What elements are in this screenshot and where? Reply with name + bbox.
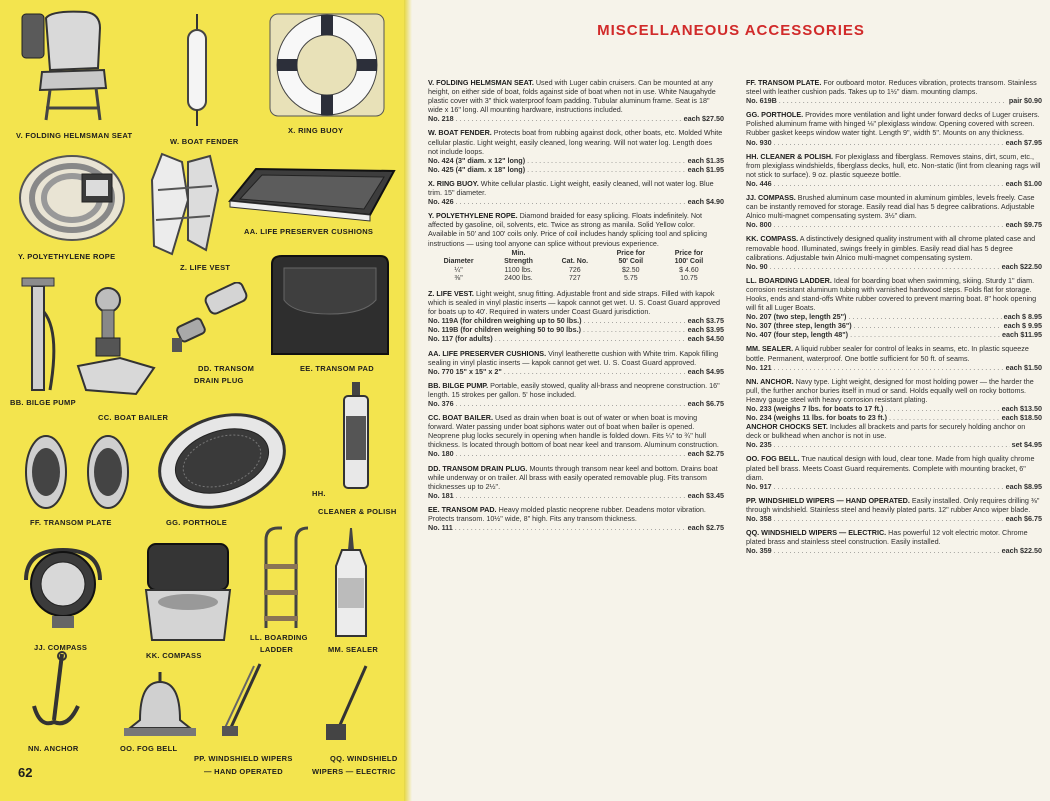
catalog-number: No. 119B (for children weighing 50 to 90 lbs.) — [428, 325, 581, 335]
label-polyethylene-rope: Y. POLYETHYLENE ROPE — [18, 252, 116, 261]
price: set $4.95 — [1011, 440, 1042, 450]
entry-heading: ANCHOR CHOCKS SET. — [746, 422, 828, 432]
price: each $18.50 — [1001, 413, 1042, 423]
price-line — [428, 325, 724, 334]
price: each $6.75 — [687, 399, 724, 408]
label-sealer: MM. SEALER — [328, 645, 379, 654]
entry-bilge-pump — [428, 381, 724, 408]
catalog-number: No. 90 — [746, 261, 768, 271]
label-bilge-pump: BB. BILGE PUMP — [10, 398, 76, 407]
price: each $1.95 — [687, 164, 724, 174]
price-line — [746, 138, 1042, 147]
entry-description: For plexiglass and fiberglass. Removes stains, dirt, scum, etc., from plexiglass windshields, fiberglass decks, hull, etc. Non-static (lint from cleaning rags will not stick to surface). 9 oz. plastic squeeze bottle. — [746, 151, 1041, 179]
price-line — [428, 156, 724, 165]
entry-transom-pad — [428, 505, 724, 532]
life-vest-illustration — [148, 150, 220, 258]
cushion-illustration — [226, 165, 396, 223]
entry-life-vest — [428, 289, 724, 344]
price-line — [746, 330, 1042, 339]
catalog-number: No. 180 — [428, 449, 454, 459]
entry-heading: Z. LIFE VEST. — [428, 288, 474, 298]
price: each $1.35 — [687, 155, 724, 165]
entry-heading: QQ. WINDSHIELD WIPERS — ELECTRIC. — [746, 528, 887, 538]
label-fog-bell: OO. FOG BELL — [120, 744, 178, 753]
catalog-number: No. 770 15" x 15" x 2" — [428, 366, 502, 376]
entry-description: Diamond braided for easy splicing. Floats indefinitely. Not affected by gasoline, oil, solvents, etc. Twice as strong as manila. Solid Yellow color. Available in 50' and 100' coils only. Price of coil includes handy splicing tool and splicing instructions — using tool anyone can splice without previous experience. — [428, 211, 707, 248]
entry-sealer — [746, 344, 1042, 371]
price-line — [746, 413, 1042, 422]
entry-compass-kk — [746, 234, 1042, 270]
boat-bailer-illustration — [76, 282, 156, 398]
price: each $4.90 — [687, 197, 724, 207]
label-life-vest: Z. LIFE VEST — [180, 263, 231, 272]
price: each $3.95 — [687, 325, 724, 335]
entry-porthole — [746, 110, 1042, 146]
entry-compass-jj — [746, 193, 1042, 229]
catalog-number: No. 359 — [746, 546, 772, 556]
price: each $27.50 — [683, 114, 724, 124]
entry-anchor — [746, 377, 1042, 450]
price: each $1.00 — [1005, 178, 1042, 188]
price-line — [746, 482, 1042, 491]
table-cell: 1100 lbs. — [504, 266, 533, 274]
catalog-number: No. 307 (three step, length 36") — [746, 321, 852, 331]
price: each $4.95 — [687, 366, 724, 376]
price: each $2.75 — [687, 449, 724, 459]
entry-boarding-ladder — [746, 276, 1042, 340]
table-header — [428, 250, 489, 259]
table-cell: 727 — [569, 275, 581, 283]
entry-heading: AA. LIFE PRESERVER CUSHIONS. — [428, 348, 547, 358]
catalog-number: No. 407 (four step, length 48") — [746, 330, 849, 340]
entry-description: A distinctively designed quality instrument with all chrome plated case and removable hood. Illuminated, swings freely in gimbles. Easily read dial has 5 degree calibrations. Adjustable twin Alnico multi-magnet compensating system. — [746, 234, 1036, 262]
entry-helmsman-seat — [428, 78, 724, 123]
label-cleaner-1: HH. — [312, 489, 326, 498]
price: each $4.50 — [687, 334, 724, 344]
table-header-row — [428, 258, 718, 267]
table-cell: 2400 lbs. — [504, 275, 533, 283]
price: each $9.75 — [1005, 220, 1042, 230]
table-cell: $2.50 — [622, 266, 640, 274]
label-compass-kk: KK. COMPASS — [146, 651, 202, 660]
entry-heading: Y. POLYETHYLENE ROPE. — [428, 211, 518, 221]
electric-wiper-illustration — [322, 662, 376, 746]
catalog-number: No. 358 — [746, 514, 772, 524]
catalog-number: No. 111 — [428, 523, 453, 533]
entry-polyethylene-rope — [428, 211, 724, 284]
price-line — [428, 449, 724, 458]
price: each $3.45 — [687, 490, 724, 500]
label-hand-wipers-2: — HAND OPERATED — [204, 767, 283, 776]
entry-life-preserver-cushions — [428, 349, 724, 376]
entry-heading: W. BOAT FENDER. — [428, 128, 492, 138]
table-header: Strength — [504, 258, 533, 266]
table-header: 50' Coil — [618, 258, 644, 266]
price-line — [746, 440, 1042, 449]
price: each $8.95 — [1005, 481, 1042, 491]
entry-fog-bell — [746, 454, 1042, 490]
table-header: Diameter — [443, 258, 474, 266]
table-header-row — [428, 250, 718, 259]
entry-description: For outboard motor. Reduces vibration, protects transom. Stainless steel with leather cushion pads. Takes up to 1½" diam. mounting clamps. — [746, 78, 1037, 97]
label-transom-plate: FF. TRANSOM PLATE — [30, 518, 112, 527]
price-line — [428, 523, 724, 532]
label-boat-fender: W. BOAT FENDER — [170, 137, 239, 146]
rope-coil-illustration — [16, 150, 128, 246]
catalog-number: No. 917 — [746, 481, 772, 491]
table-header — [548, 250, 602, 259]
table-header: Min. — [511, 249, 526, 257]
rope-spec-table — [428, 250, 718, 284]
compass-hood-illustration — [140, 540, 236, 646]
table-cell: ¼" — [454, 266, 463, 274]
entry-heading: DD. TRANSOM DRAIN PLUG. — [428, 463, 528, 473]
boat-fender-illustration — [182, 14, 212, 129]
table-row — [428, 275, 718, 284]
catalog-number: No. 121 — [746, 362, 772, 372]
entry-description: Protects boat from rubbing against dock, other boats, etc. Molded White cellular plastic. Light weight, easily cleaned, long wearing. Will not water log. Length does not include loops. — [428, 128, 723, 156]
transom-plate-illustration — [22, 432, 134, 512]
price-line — [428, 197, 724, 206]
table-header: Price for — [616, 249, 645, 257]
entry-description: Brushed aluminum case mounted in aluminum gimbles, levels freely. Case can be instantly removed for storage. Easily read dial has 5 degree calibrations. Adjustable Alnico multi-magnet compensating system. 3½" diam. — [746, 193, 1035, 221]
hand-wiper-illustration — [218, 660, 270, 740]
entry-description: Includes all brackets and parts for securely holding anchor on deck or bulkhead when anchor is not in use. — [746, 422, 1026, 441]
label-ladder-2: LADDER — [260, 645, 294, 654]
helmsman-seat-illustration — [16, 8, 116, 128]
entry-heading: KK. COMPASS. — [746, 234, 799, 244]
text-column-left — [428, 78, 724, 537]
entry-ring-buoy — [428, 179, 724, 206]
entry-heading: OO. FOG BELL. — [746, 454, 800, 464]
table-header: Price for — [674, 249, 704, 257]
catalog-number: No. 119A (for children weighing up to 50 lbs.) — [428, 316, 582, 326]
entry-description: Used with Luger cabin cruisers. Can be mounted at any height, on either side of boat, folds against side of boat when not in use. White Naugahyde plastic cover with 3" thick waterproof foam padding. Tubular aluminum frame. Seat is 18" wide x 16" long. All mounting hardware, instructions included. — [428, 78, 716, 115]
entry-heading: V. FOLDING HELMSMAN SEAT. — [428, 78, 534, 87]
label-ladder-1: LL. BOARDING — [250, 633, 308, 642]
page-number: 62 — [18, 765, 33, 780]
label-porthole: GG. PORTHOLE — [166, 518, 228, 527]
catalog-text-page — [412, 0, 1050, 801]
price-line — [746, 321, 1042, 330]
entry-heading: NN. ANCHOR. — [746, 376, 794, 386]
entry-description: Provides more ventilation and light under forward decks of Luger cruisers. Polished aluminum frame with hinged ⅛" plexiglass window. Opening covered with screen. Rubber gasket keeps window water tight. Length 9", width 5". Mounts on any thickness. — [746, 110, 1040, 138]
price-line — [746, 179, 1042, 188]
catalog-number: No. 207 (two step, length 25") — [746, 312, 847, 322]
catalog-illustration-page — [0, 0, 408, 801]
entry-hand-wipers — [746, 496, 1042, 523]
table-cell: $ 4.60 — [679, 266, 699, 274]
entry-description: Light weight, snug fitting. Adjustable front and side straps. Filled with kapok which is sealed in vinyl plastic inserts — kapok cannot get wet. U. S. Coast Guard approved for boats up to 40'. Required in waters under Coast Guard jurisdiction. — [428, 288, 721, 317]
price-line — [428, 334, 724, 343]
label-hand-wipers-1: PP. WINDSHIELD WIPERS — [194, 754, 293, 763]
entry-description: Mounts through transom near keel and bottom. Drains boat while underway or on trailer. All brass with easily operated removable plug. Fits transom thicknesses up to 2½". — [428, 463, 718, 491]
anchor-illustration — [28, 650, 84, 736]
catalog-number: No. 426 — [428, 197, 454, 207]
price: each $13.50 — [1001, 404, 1042, 413]
catalog-number: No. 424 (3" diam. x 12" long) — [428, 155, 526, 165]
entry-description: A liquid rubber sealer for control of leaks in seams, etc. In plastic squeeze bottle. Permanent, waterproof. One bottle sufficient for 50 ft. of seams. — [746, 344, 1029, 363]
table-cell: 10.75 — [680, 275, 698, 283]
cleaner-bottle-illustration — [338, 380, 374, 490]
catalog-number: No. 234 (weighs 11 lbs. for boats to 23 ft.) — [746, 413, 887, 423]
entry-boat-bailer — [428, 413, 724, 458]
entry-heading: PP. WINDSHIELD WIPERS — HAND OPERATED. — [746, 495, 910, 505]
label-life-preserver-cushions: AA. LIFE PRESERVER CUSHIONS — [244, 227, 374, 236]
price-line — [428, 114, 724, 123]
price-line — [428, 316, 724, 325]
price: each $ 9.95 — [1003, 321, 1042, 331]
price-line — [746, 312, 1042, 321]
entry-heading: HH. CLEANER & POLISH. — [746, 151, 834, 161]
price: each $3.75 — [687, 316, 724, 326]
entry-transom-plate — [746, 78, 1042, 105]
entry-description: Portable, easily stowed, quality all-brass and neoprene construction. 16" length. 15 strokes per gallon. 5' hose included. — [428, 380, 720, 399]
price-line — [746, 546, 1042, 555]
entry-heading: JJ. COMPASS. — [746, 193, 796, 203]
entry-cleaner-polish — [746, 152, 1042, 188]
table-cell: 5.75 — [623, 275, 638, 283]
page-gutter — [404, 0, 412, 801]
price-line — [746, 262, 1042, 271]
compass-illustration — [20, 540, 106, 630]
entry-heading: X. RING BUOY. — [428, 178, 479, 188]
entry-description: Has powerful 12 volt electric motor. Chrome plated brass and stainless steel construction. Easily installed. — [746, 528, 1028, 547]
price-line — [428, 165, 724, 174]
catalog-number: No. 235 — [746, 440, 772, 450]
label-electric-wipers-2: WIPERS — ELECTRIC — [312, 767, 396, 776]
label-boat-bailer: CC. BOAT BAILER — [98, 413, 169, 422]
price-line — [746, 514, 1042, 523]
drain-plug-illustration — [168, 282, 258, 358]
price: each $7.95 — [1005, 137, 1042, 147]
catalog-number: No. 800 — [746, 220, 772, 230]
entry-heading: EE. TRANSOM PAD. — [428, 504, 497, 514]
fog-bell-illustration — [120, 668, 200, 740]
table-header: Cat. No. — [561, 258, 589, 266]
price-line — [428, 399, 724, 408]
entry-heading: BB. BILGE PUMP. — [428, 380, 489, 390]
table-row — [428, 267, 718, 276]
entry-description: Heavy molded plastic neoprene rubber. Deadens motor vibration. Protects transom. 10½" wide, 8" high. Fits any transom thickness. — [428, 504, 706, 524]
entry-heading: MM. SEALER. — [746, 344, 794, 354]
table-cell: 726 — [569, 266, 581, 274]
price-line — [746, 220, 1042, 229]
price: each $6.75 — [1005, 514, 1042, 524]
label-drain-plug-2: DRAIN PLUG — [194, 376, 244, 385]
entry-boat-fender — [428, 128, 724, 173]
entry-heading: FF. TRANSOM PLATE. — [746, 78, 822, 87]
entry-heading: CC. BOAT BAILER. — [428, 413, 493, 423]
table-cell: ⅜" — [454, 275, 463, 283]
ring-buoy-illustration — [268, 12, 386, 118]
catalog-number: No. 218 — [428, 114, 454, 124]
entry-description: White cellular plastic. Light weight, easily cleaned, will not water log. Blue trim. 15" diameter. — [428, 178, 714, 198]
label-ring-buoy: X. RING BUOY — [288, 126, 344, 135]
table-header: 100' Coil — [674, 258, 704, 266]
text-column-right — [746, 78, 1042, 560]
price: each $1.50 — [1005, 362, 1042, 372]
sealer-bottle-illustration — [330, 526, 372, 640]
label-cleaner-2: CLEANER & POLISH — [318, 507, 397, 516]
catalog-number: No. 619B — [746, 96, 777, 106]
entry-description: Used as drain when boat is out of water or when boat is moving forward. Water passing under boat siphons water out of boat when bailer is opened. Neoprene plug locks securely in opening when handle is folded down. Fits ¼" to ¾" hull thickness. Is located through bottom of boat near keel and transom. Aluminum construction. — [428, 413, 719, 450]
catalog-number: No. 233 (weighs 7 lbs. for boats to 17 ft.) — [746, 404, 884, 413]
catalog-number: No. 425 (4" diam. x 18" long) — [428, 164, 526, 174]
price-line — [428, 491, 724, 500]
catalog-number: No. 117 (for adults) — [428, 334, 493, 344]
price: each $11.95 — [1002, 330, 1042, 340]
porthole-illustration — [154, 412, 290, 510]
entry-description: Ideal for boarding boat when swimming, skiing. Sturdy 1" diam. corrosion resistant aluminum tubing with varnished hardwood steps. Folds flat for storage. Hooks, ends and stand-offs White rubber covered to prevent marring boat. 8" hook opening will fit all Luger Boats. — [746, 275, 1037, 313]
entry-heading: GG. PORTHOLE. — [746, 110, 804, 120]
label-drain-plug-1: DD. TRANSOM — [198, 364, 255, 373]
entry-description: Navy type. Light weight, designed for most holding power — the harder the pull, the further anchor buries itself in mud or sand. Holds equally well on rocky bottoms. Heavy gauge steel with heavy corrosion resistant plating. — [746, 376, 1034, 404]
label-helmsman-seat: V. FOLDING HELMSMAN SEAT — [16, 131, 133, 140]
catalog-number: No. 376 — [428, 399, 454, 408]
price: each $2.75 — [687, 523, 724, 533]
entry-description: True nautical design with loud, clear tone. Made from high quality chrome plated bell brass. Meets Coast Guard requirements. Complete with mounting bracket, 6" diam. — [746, 454, 1035, 482]
catalog-number: No. 181 — [428, 490, 454, 500]
entry-description: Easily installed. Only requires drilling ⅜" through windshield. Stainless steel and heavily plated parts. 12" rubber Anco wiper blade. — [746, 495, 1040, 514]
price-line — [746, 404, 1042, 413]
price: each $ 8.95 — [1003, 312, 1042, 322]
price-line — [746, 363, 1042, 372]
price: pair $0.90 — [1008, 96, 1042, 106]
boarding-ladder-illustration — [252, 524, 312, 632]
price: each $22.50 — [1001, 261, 1042, 271]
label-electric-wipers-1: QQ. WINDSHIELD — [330, 754, 398, 763]
price: each $22.50 — [1001, 546, 1042, 556]
catalog-number: No. 446 — [746, 178, 772, 188]
label-compass-jj: JJ. COMPASS — [34, 643, 88, 652]
catalog-number: No. 930 — [746, 137, 772, 147]
price-line — [428, 367, 724, 376]
transom-pad-illustration — [268, 254, 392, 358]
entry-electric-wipers — [746, 528, 1042, 555]
entry-transom-drain-plug — [428, 464, 724, 500]
page-title: MISCELLANEOUS ACCESSORIES — [597, 22, 865, 39]
label-anchor: NN. ANCHOR — [28, 744, 79, 753]
entry-description: Vinyl leatherette cushion with White trim. Kapok filling sealing in vinyl plastic inserts — kapok cannot get wet. U. S. Coast Guard approved. — [428, 348, 719, 367]
price-line — [746, 96, 1042, 105]
label-transom-pad: EE. TRANSOM PAD — [300, 364, 374, 373]
entry-heading: LL. BOARDING LADDER. — [746, 275, 832, 285]
bilge-pump-illustration — [16, 272, 62, 394]
